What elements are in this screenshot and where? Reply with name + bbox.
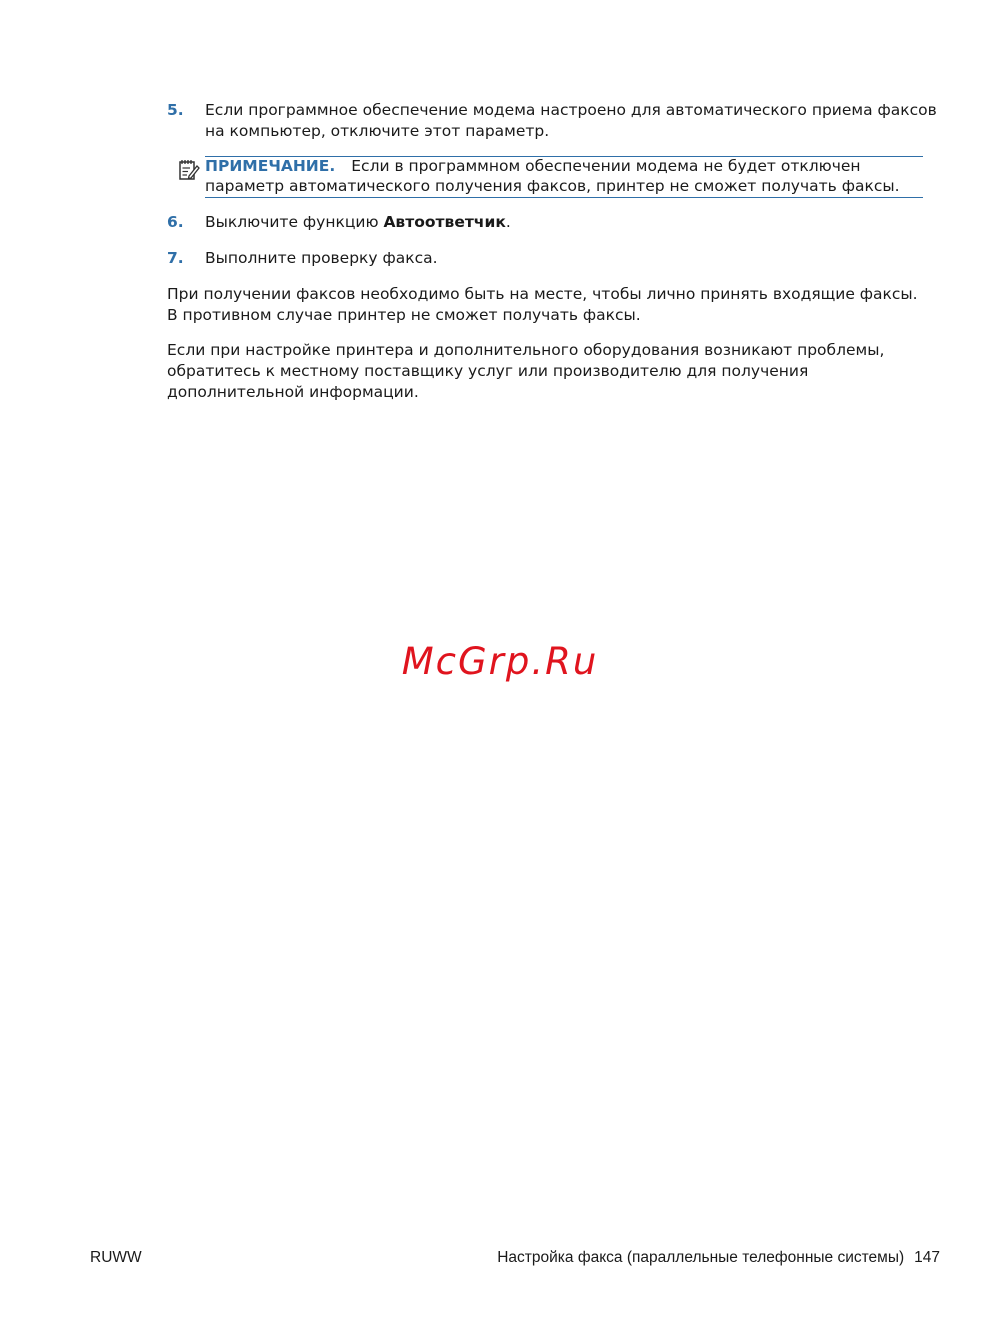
note-label: ПРИМЕЧАНИЕ. — [205, 157, 336, 175]
note-bottom-rule — [205, 197, 923, 198]
step-text — [205, 212, 937, 233]
step-text-bold: Автоответчик — [383, 213, 506, 231]
step-number: 7. — [167, 249, 184, 267]
step-5 — [167, 100, 937, 142]
step-text: Если программное обеспечение модема настроено для автоматического приема факсов на компьютер, отключите этот параметр. — [205, 101, 937, 140]
watermark: McGrp.Ru — [401, 640, 599, 683]
note-text: Если в программном обеспечении модема не будет отключен параметр автоматического получения факсов, принтер не сможет получать факсы. — [205, 157, 900, 195]
footer-section-title: Настройка факса (параллельные телефонные системы) — [497, 1249, 905, 1266]
step-6 — [167, 212, 937, 233]
footer-locale: RUWW — [90, 1249, 142, 1266]
step-text-before: Выключите функцию — [205, 213, 384, 231]
footer-section — [497, 1249, 940, 1267]
step-number: 6. — [167, 213, 184, 231]
note-box — [177, 154, 923, 198]
page-number: 147 — [914, 1249, 940, 1266]
step-7 — [167, 248, 937, 269]
note-icon — [177, 158, 201, 182]
paragraph: Если при настройке принтера и дополнительного оборудования возникают проблемы, обратитесь к местному поставщику услуг или производителю для получения дополнительной информации. — [167, 341, 885, 401]
note-body — [205, 156, 923, 196]
step-number: 5. — [167, 101, 184, 119]
step-text: Выполните проверку факса. — [205, 249, 438, 267]
paragraph: При получении факсов необходимо быть на месте, чтобы лично принять входящие факсы. В противном случае принтер не сможет получать факсы. — [167, 285, 918, 324]
step-text-after: . — [505, 213, 511, 231]
